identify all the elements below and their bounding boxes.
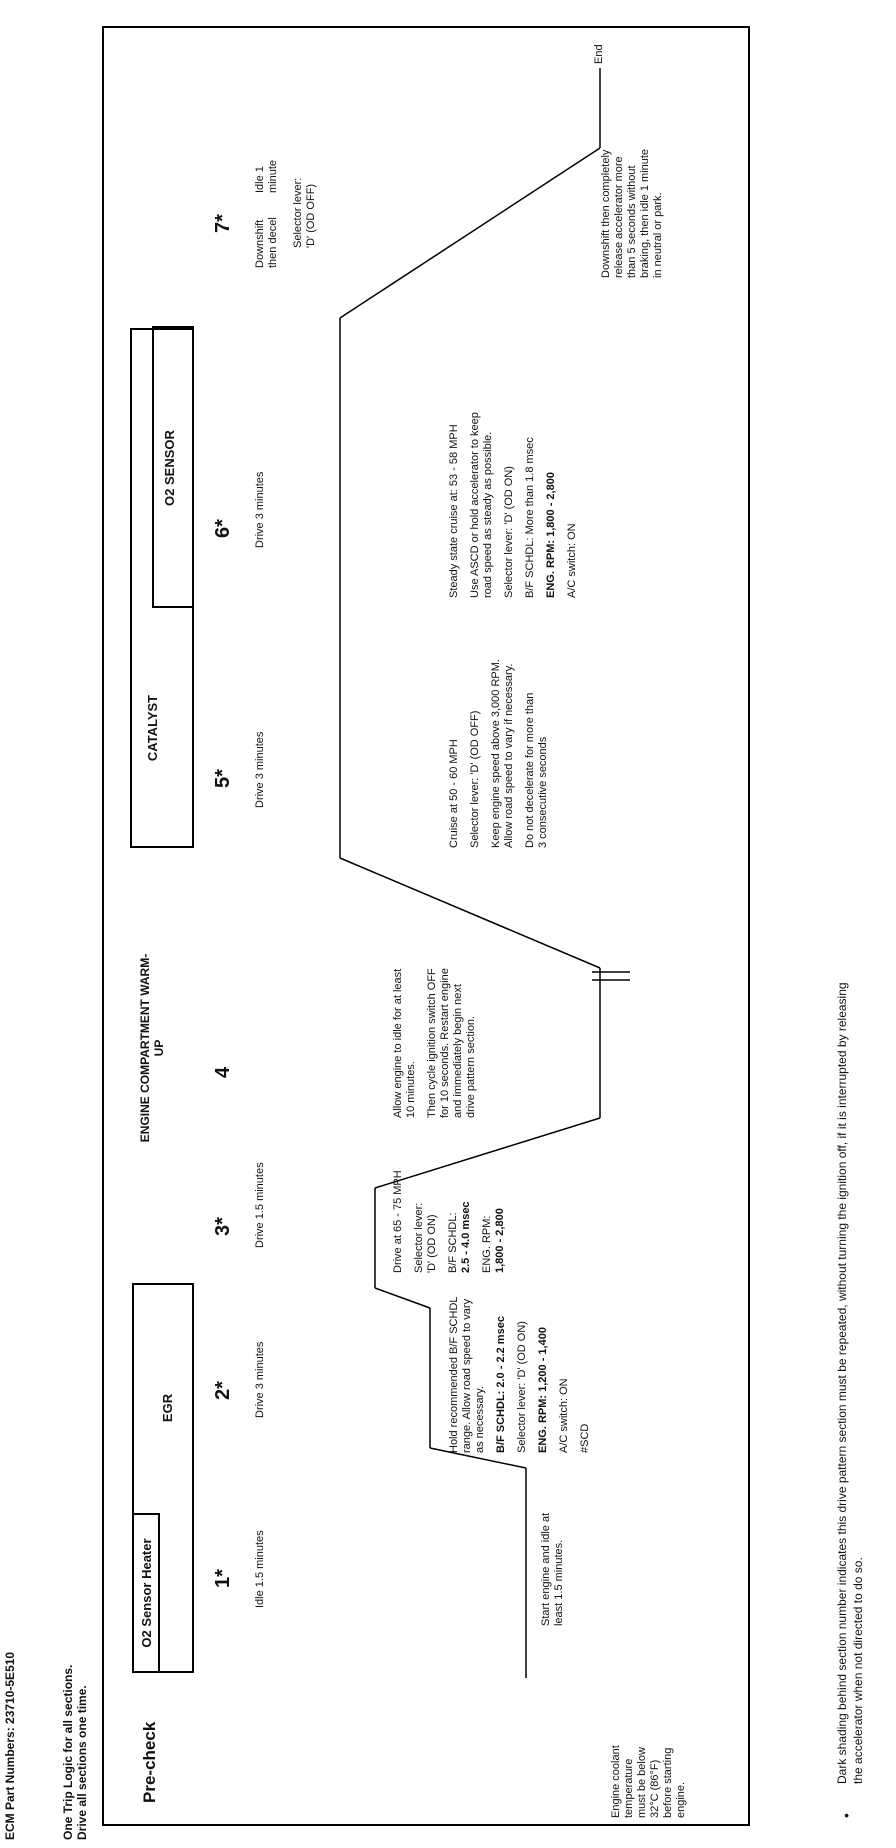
note-line: 32°C (86°F) xyxy=(649,1759,661,1818)
section-7-number: 7* xyxy=(212,214,234,233)
note-line: B/F SCHDL: xyxy=(447,1212,459,1273)
catalyst-label: CATALYST xyxy=(145,694,160,762)
note-line: Keep engine speed above 3,000 RPM. xyxy=(490,659,502,848)
trace-accel-2 xyxy=(375,1288,430,1308)
note-line: B/F SCHDL: More than 1.8 msec xyxy=(524,437,536,598)
section-6-duration: Drive 3 minutes xyxy=(254,471,266,548)
note-line: road speed as steady as possible. xyxy=(482,431,494,598)
footnote-line-2: the accelerator when not directed to do so. xyxy=(851,1557,865,1784)
note-line: Downshift then completely xyxy=(600,149,612,278)
note-line: Do not decelerate for more than xyxy=(524,692,536,848)
note-line: ENG. RPM: 1,800 - 2,800 xyxy=(545,472,557,598)
section-5-number: 5* xyxy=(212,769,234,788)
section-6-notes xyxy=(448,368,579,598)
note-line: braking, then idle 1 minute xyxy=(639,148,651,278)
note-line: 1,800 - 2,800 xyxy=(494,1208,506,1273)
note-line: 10 minutes. xyxy=(405,1061,417,1118)
note-line: Selector lever: xyxy=(413,1202,425,1273)
section-3-notes xyxy=(392,1163,507,1273)
section-6-number: 6* xyxy=(212,519,234,538)
section-5-notes xyxy=(448,618,550,848)
note-line: Selector lever: 'D' (OD ON) xyxy=(503,466,515,598)
o2-sensor-label: O2 SENSOR xyxy=(162,430,177,506)
note-line: as necessary. xyxy=(474,1385,486,1453)
note-line: Start engine and idle at xyxy=(540,1512,552,1626)
note-line: temperature xyxy=(623,1758,635,1818)
note-line xyxy=(550,1283,558,1453)
section-2-duration: Drive 3 minutes xyxy=(254,1341,266,1418)
note-line: Hold recommended B/F SCHDL xyxy=(448,1296,460,1453)
note-line: 2.5 - 4.0 msec xyxy=(460,1201,472,1273)
note-line xyxy=(405,1163,413,1273)
note-line: 3 consecutive seconds xyxy=(537,736,549,848)
note-line: Engine coolant xyxy=(610,1745,622,1818)
o2-heater-label: O2 Sensor Heater xyxy=(138,1538,154,1648)
footnote-bullet: • xyxy=(838,1813,854,1818)
note-line: drive pattern section. xyxy=(465,1015,477,1118)
section-3-number: 3* xyxy=(212,1217,234,1236)
note-line: 'D' (OD OFF) xyxy=(305,183,317,248)
note-line: for 10 seconds. Restart engine xyxy=(439,968,451,1118)
section-3-duration: Drive 1.5 minutes xyxy=(254,1162,266,1248)
section-2-notes xyxy=(448,1283,592,1453)
note-line: A/C switch: ON xyxy=(566,523,578,598)
note-line xyxy=(495,368,503,598)
note-line: Cruise at 50 - 60 MPH xyxy=(448,739,460,848)
note-line xyxy=(508,1283,516,1453)
precheck-notes xyxy=(610,1718,688,1818)
engine-compartment-label: ENGINE COMPARTMENT WARM-UP xyxy=(138,953,166,1143)
note-line: Steady state cruise at: 53 - 58 MPH xyxy=(448,424,460,598)
note-line xyxy=(418,938,426,1118)
note-line: Drive at 65 - 75 MPH xyxy=(392,1170,404,1273)
section-7-idle: Idle 1 minute xyxy=(254,159,279,193)
trip-logic-note: One Trip Logic for all sections. xyxy=(61,1664,75,1840)
section-1-duration: Idle 1.5 minutes xyxy=(254,1530,266,1608)
trace-final-decel xyxy=(340,148,600,318)
note-line: A/C switch: ON xyxy=(558,1378,570,1453)
note-line: Allow road speed to vary if necessary. xyxy=(503,663,515,848)
end-label: End xyxy=(593,44,605,64)
note-line xyxy=(571,1283,579,1453)
note-line: must be below xyxy=(636,1747,648,1818)
note-line xyxy=(537,368,545,598)
note-line: Then cycle ignition switch OFF xyxy=(426,968,438,1118)
note-line: 'D' (OD ON) xyxy=(426,1214,438,1273)
note-line: and immediately begin next xyxy=(452,984,464,1118)
section-4-notes xyxy=(392,938,478,1118)
note-line: Selector lever: 'D' (OD ON) xyxy=(516,1321,528,1453)
note-line: Selector lever: xyxy=(292,177,304,248)
section-4-number: 4 xyxy=(212,1066,234,1078)
note-line xyxy=(473,1163,481,1273)
section-2-number: 2* xyxy=(212,1381,234,1400)
note-line: engine. xyxy=(675,1781,687,1818)
section-1-notes xyxy=(540,1466,566,1626)
note-line: release accelerator more xyxy=(613,156,625,278)
note-line xyxy=(516,618,524,848)
note-line xyxy=(516,368,524,598)
ecm-part-numbers: ECM Part Numbers: 23710-5E510 xyxy=(3,1651,17,1840)
note-line xyxy=(461,618,469,848)
note-line xyxy=(558,368,566,598)
note-line: range. Allow road speed to vary xyxy=(461,1298,473,1453)
drive-all-note: Drive all sections one time. xyxy=(75,1685,89,1840)
note-line: Selector lever: 'D' (OD OFF) xyxy=(469,710,481,848)
section-7-notes xyxy=(600,108,665,278)
note-line: ENG. RPM: xyxy=(481,1215,493,1273)
note-line xyxy=(482,618,490,848)
section-7-duration: Downshift then decel xyxy=(254,217,279,268)
note-line xyxy=(461,368,469,598)
note-line: least 1.5 minutes. xyxy=(553,1539,565,1626)
note-line: #SCD xyxy=(579,1423,591,1453)
note-line: before starting xyxy=(662,1747,674,1818)
note-line: in neutral or park. xyxy=(652,192,664,278)
note-line: B/F SCHDL: 2.0 - 2.2 msec xyxy=(495,1316,507,1453)
footnote-line-1: Dark shading behind section number indicates this drive pattern section must be repeated, without turning the ignition off, if it is interrupted by releasing xyxy=(835,982,849,1784)
section-5-duration: Drive 3 minutes xyxy=(254,731,266,808)
note-line xyxy=(487,1283,495,1453)
note-line: Allow engine to idle for at least xyxy=(392,968,404,1118)
note-line: ENG. RPM: 1,200 - 1,400 xyxy=(537,1327,549,1453)
note-line xyxy=(439,1163,447,1273)
note-line: Use ASCD or hold accelerator to keep xyxy=(469,412,481,598)
egr-label: EGR xyxy=(160,1393,175,1423)
precheck-label: Pre-check xyxy=(140,1721,159,1803)
note-line: than 5 seconds without xyxy=(626,165,638,278)
section-1-number: 1* xyxy=(212,1569,234,1588)
note-line xyxy=(529,1283,537,1453)
